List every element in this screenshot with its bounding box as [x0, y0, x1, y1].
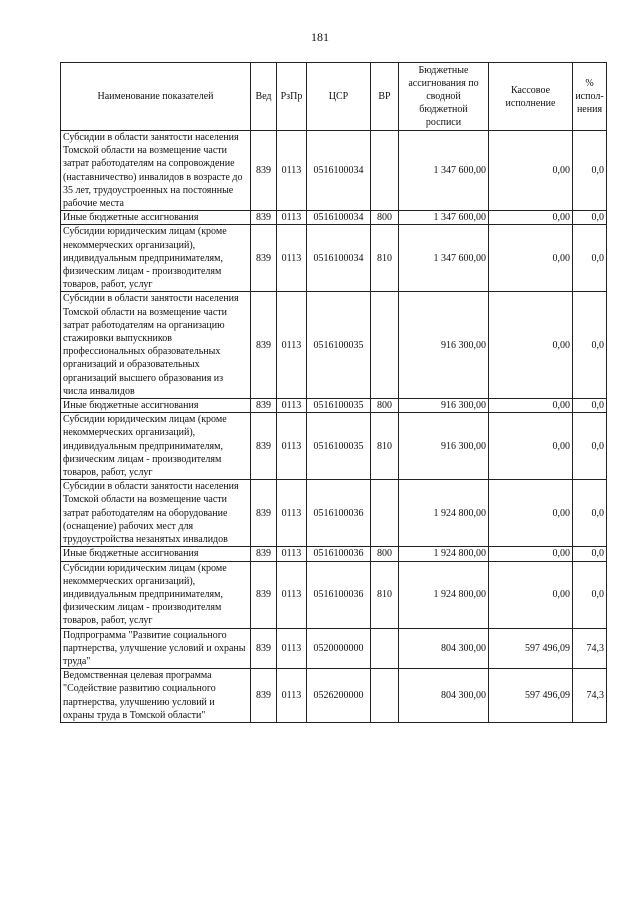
- row-name: Иные бюджетные ассигнования: [61, 211, 251, 225]
- row-kassa: 0,00: [489, 561, 573, 628]
- row-name: Подпрограмма "Развитие социального партнерства, улучшение условий и охраны труда": [61, 628, 251, 669]
- row-rzpr: 0113: [277, 480, 307, 547]
- row-rzpr: 0113: [277, 561, 307, 628]
- row-rzpr: 0113: [277, 413, 307, 480]
- row-ved: 839: [251, 131, 277, 211]
- row-budget: 1 924 800,00: [399, 547, 489, 561]
- row-csr: 0520000000: [307, 628, 371, 669]
- row-kassa: 0,00: [489, 547, 573, 561]
- table-row: [61, 669, 607, 723]
- row-name: Ведомственная целевая программа "Содействие развитию социального партнерства, улучшению условий и охраны труда в Томской области": [61, 669, 251, 723]
- table-row: [61, 480, 607, 547]
- row-vr: 800: [371, 399, 399, 413]
- row-budget: 916 300,00: [399, 399, 489, 413]
- row-rzpr: 0113: [277, 628, 307, 669]
- row-budget: 1 347 600,00: [399, 225, 489, 292]
- row-vr: 810: [371, 413, 399, 480]
- row-kassa: 0,00: [489, 131, 573, 211]
- row-pct: 0,0: [573, 561, 607, 628]
- row-kassa: 597 496,09: [489, 669, 573, 723]
- row-budget: 1 924 800,00: [399, 480, 489, 547]
- row-csr: 0516100034: [307, 211, 371, 225]
- row-kassa: 0,00: [489, 480, 573, 547]
- row-csr: 0516100034: [307, 131, 371, 211]
- table-row: [61, 561, 607, 628]
- row-kassa: 0,00: [489, 399, 573, 413]
- row-name: Субсидии юридическим лицам (кроме некоммерческих организаций), индивидуальным предпринимателям, физическим лицам - производителям товаров, работ, услуг: [61, 225, 251, 292]
- row-pct: 0,0: [573, 413, 607, 480]
- row-kassa: 597 496,09: [489, 628, 573, 669]
- row-kassa: 0,00: [489, 413, 573, 480]
- table-header-row: [61, 63, 607, 131]
- table-row: [61, 131, 607, 211]
- header-ved: Вед: [251, 63, 277, 131]
- row-pct: 0,0: [573, 480, 607, 547]
- header-vr: ВР: [371, 63, 399, 131]
- row-pct: 74,3: [573, 669, 607, 723]
- row-ved: 839: [251, 669, 277, 723]
- row-pct: 0,0: [573, 547, 607, 561]
- row-pct: 0,0: [573, 225, 607, 292]
- row-csr: 0516100036: [307, 480, 371, 547]
- header-budget: Бюджетные ассигнования по сводной бюджетной росписи: [399, 63, 489, 131]
- row-vr: [371, 292, 399, 399]
- row-name: Субсидии в области занятости населения Томской области на возмещение части затрат работодателям на сопровождение (наставничество) инвалидов в возрасте до 35 лет, трудоустроенных на постоянные рабочие места: [61, 131, 251, 211]
- row-ved: 839: [251, 561, 277, 628]
- row-budget: 1 347 600,00: [399, 131, 489, 211]
- table-row: [61, 399, 607, 413]
- budget-table: [60, 62, 607, 723]
- row-name: Иные бюджетные ассигнования: [61, 399, 251, 413]
- header-kassa: Кассовое исполнение: [489, 63, 573, 131]
- row-csr: 0516100036: [307, 561, 371, 628]
- table-row: [61, 292, 607, 399]
- row-ved: 839: [251, 225, 277, 292]
- row-csr: 0516100034: [307, 225, 371, 292]
- row-ved: 839: [251, 292, 277, 399]
- header-rzpr: РзПр: [277, 63, 307, 131]
- row-name: Иные бюджетные ассигнования: [61, 547, 251, 561]
- row-name: Субсидии в области занятости населения Томской области на возмещение части затрат работодателям на организацию стажировки выпускников профессиональных образовательных организаций и образовательных организаций высшего образования из числа инвалидов: [61, 292, 251, 399]
- row-rzpr: 0113: [277, 292, 307, 399]
- row-rzpr: 0113: [277, 211, 307, 225]
- page-number: 181: [311, 30, 329, 44]
- row-ved: 839: [251, 211, 277, 225]
- row-rzpr: 0113: [277, 669, 307, 723]
- row-csr: 0516100035: [307, 292, 371, 399]
- row-vr: [371, 628, 399, 669]
- row-pct: 74,3: [573, 628, 607, 669]
- row-name: Субсидии юридическим лицам (кроме некоммерческих организаций), индивидуальным предпринимателям, физическим лицам - производителям товаров, работ, услуг: [61, 413, 251, 480]
- row-kassa: 0,00: [489, 225, 573, 292]
- row-ved: 839: [251, 480, 277, 547]
- row-ved: 839: [251, 628, 277, 669]
- table-row: [61, 225, 607, 292]
- row-rzpr: 0113: [277, 131, 307, 211]
- row-name: Субсидии в области занятости населения Томской области на возмещение части затрат работодателям на оборудование (оснащение) рабочих мест для трудоустройства незанятых инвалидов: [61, 480, 251, 547]
- row-budget: 916 300,00: [399, 292, 489, 399]
- row-csr: 0516100035: [307, 413, 371, 480]
- row-budget: 916 300,00: [399, 413, 489, 480]
- row-csr: 0516100035: [307, 399, 371, 413]
- table-row: [61, 413, 607, 480]
- row-csr: 0526200000: [307, 669, 371, 723]
- row-vr: 800: [371, 211, 399, 225]
- table-row: [61, 628, 607, 669]
- header-pct: % испол-нения: [573, 63, 607, 131]
- row-budget: 1 924 800,00: [399, 561, 489, 628]
- row-pct: 0,0: [573, 399, 607, 413]
- row-rzpr: 0113: [277, 399, 307, 413]
- header-name: Наименование показателей: [61, 63, 251, 131]
- row-rzpr: 0113: [277, 547, 307, 561]
- row-ved: 839: [251, 413, 277, 480]
- header-csr: ЦСР: [307, 63, 371, 131]
- row-vr: 800: [371, 547, 399, 561]
- row-rzpr: 0113: [277, 225, 307, 292]
- row-vr: [371, 131, 399, 211]
- row-pct: 0,0: [573, 292, 607, 399]
- row-vr: 810: [371, 561, 399, 628]
- row-vr: [371, 480, 399, 547]
- row-kassa: 0,00: [489, 292, 573, 399]
- row-vr: 810: [371, 225, 399, 292]
- row-pct: 0,0: [573, 211, 607, 225]
- table-row: [61, 211, 607, 225]
- row-csr: 0516100036: [307, 547, 371, 561]
- row-ved: 839: [251, 547, 277, 561]
- row-ved: 839: [251, 399, 277, 413]
- row-name: Субсидии юридическим лицам (кроме некоммерческих организаций), индивидуальным предпринимателям, физическим лицам - производителям товаров, работ, услуг: [61, 561, 251, 628]
- row-budget: 804 300,00: [399, 669, 489, 723]
- row-budget: 1 347 600,00: [399, 211, 489, 225]
- row-pct: 0,0: [573, 131, 607, 211]
- row-budget: 804 300,00: [399, 628, 489, 669]
- table-row: [61, 547, 607, 561]
- row-vr: [371, 669, 399, 723]
- row-kassa: 0,00: [489, 211, 573, 225]
